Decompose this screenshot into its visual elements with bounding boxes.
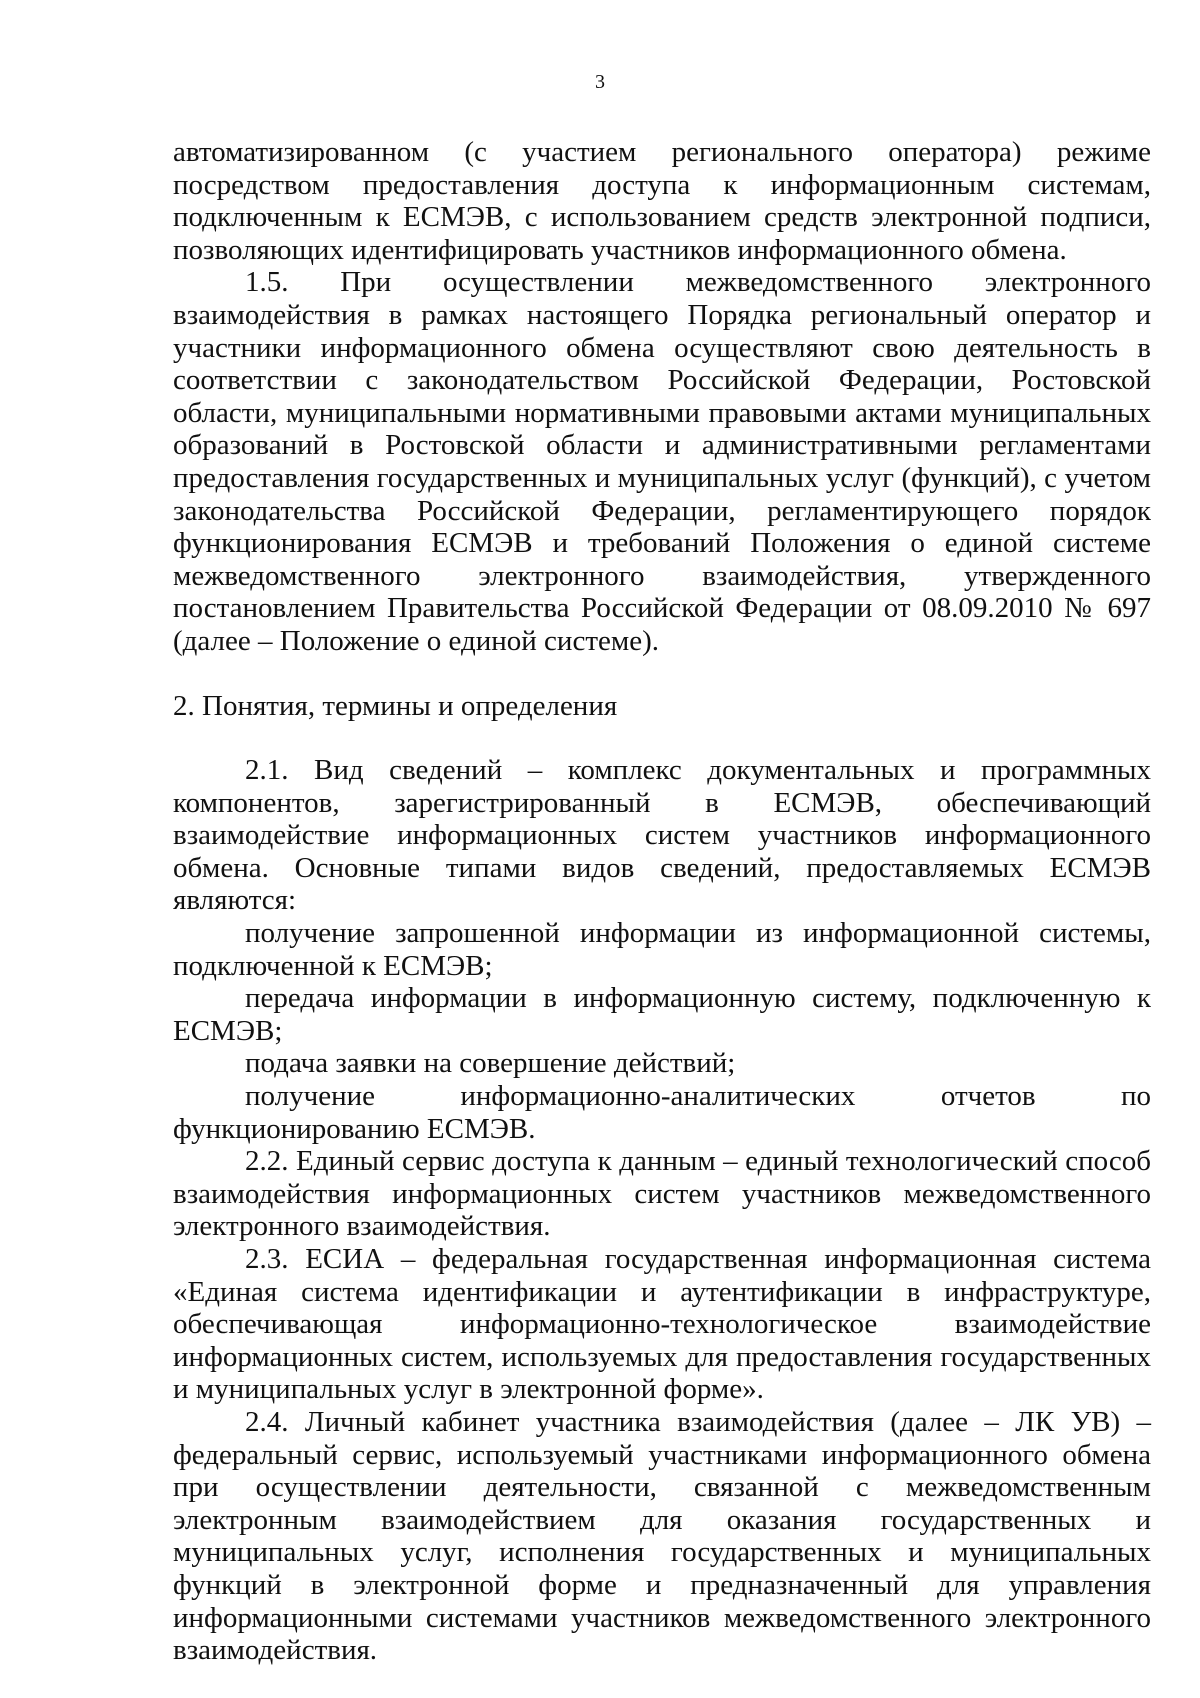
document-body (173, 136, 1151, 1667)
page-number: 3 (595, 71, 605, 93)
list-item: подача заявки на совершение действий; (245, 1047, 736, 1080)
paragraph-2-4: 2.4. Личный кабинет участника взаимодействия (далее – ЛК УВ) – федеральный сервис, используемый участниками информационного обмена при осуществлении деятельности, связанной с межведомственным электронным взаимодействием для оказания государственных и муниципальных услуг, исполнения государственных и муниципальных функций в электронной форме и предназначенный для управления информационными системами участников межведомственного электронного взаимодействия. (173, 1405, 1151, 1667)
list-item: получение запрошенной информации из информационной системы, подключенной к ЕСМЭВ; (173, 917, 1151, 982)
paragraph: автоматизированном (с участием регионального оператора) режиме посредством предоставления доступа к информационным системам, подключенным к ЕСМЭВ, с использованием средств электронной подписи, позволяющих идентифицировать участников информационного обмена. (173, 136, 1151, 266)
section-heading: 2. Понятия, термины и определения (173, 689, 618, 722)
paragraph-2-3: 2.3. ЕСИА – федеральная государственная информационная система «Единая система идентификации и аутентификации в инфраструктуре, обеспечивающая информационно-технологическое взаимодействие информационных систем, используемых для предоставления государственных и муниципальных услуг в электронной форме». (173, 1243, 1151, 1406)
list-item: получение информационно-аналитических отчетов по функционированию ЕСМЭВ. (173, 1080, 1151, 1145)
paragraph-2-2: 2.2. Единый сервис доступа к данным – единый технологический способ взаимодействия информационных систем участников межведомственного электронного взаимодействия. (173, 1145, 1151, 1243)
list-item: передача информации в информационную систему, подключенную к ЕСМЭВ; (173, 982, 1151, 1047)
paragraph-1-5: 1.5. При осуществлении межведомственного электронного взаимодействия в рамках настоящего Порядка региональный оператор и участники информационного обмена осуществляют свою деятельность в соответствии с законодательством Российской Федерации, Ростовской области, муниципальными нормативными правовыми актами муниципальных образований в Ростовской области и административными регламентами предоставления государственных и муниципальных услуг (функций), с учетом законодательства Российской Федерации, регламентирующего порядок функционирования ЕСМЭВ и требований Положения о единой системе межведомственного электронного взаимодействия, утвержденного постановлением Правительства Российской Федерации от 08.09.2010 № 697 (далее – Положение о единой системе). (173, 266, 1151, 657)
paragraph-2-1: 2.1. Вид сведений – комплекс документальных и программных компонентов, зарегистрированный в ЕСМЭВ, обеспечивающий взаимодействие информационных систем участников информационного обмена. Основные типами видов сведений, предоставляемых ЕСМЭВ являются: (173, 754, 1151, 917)
